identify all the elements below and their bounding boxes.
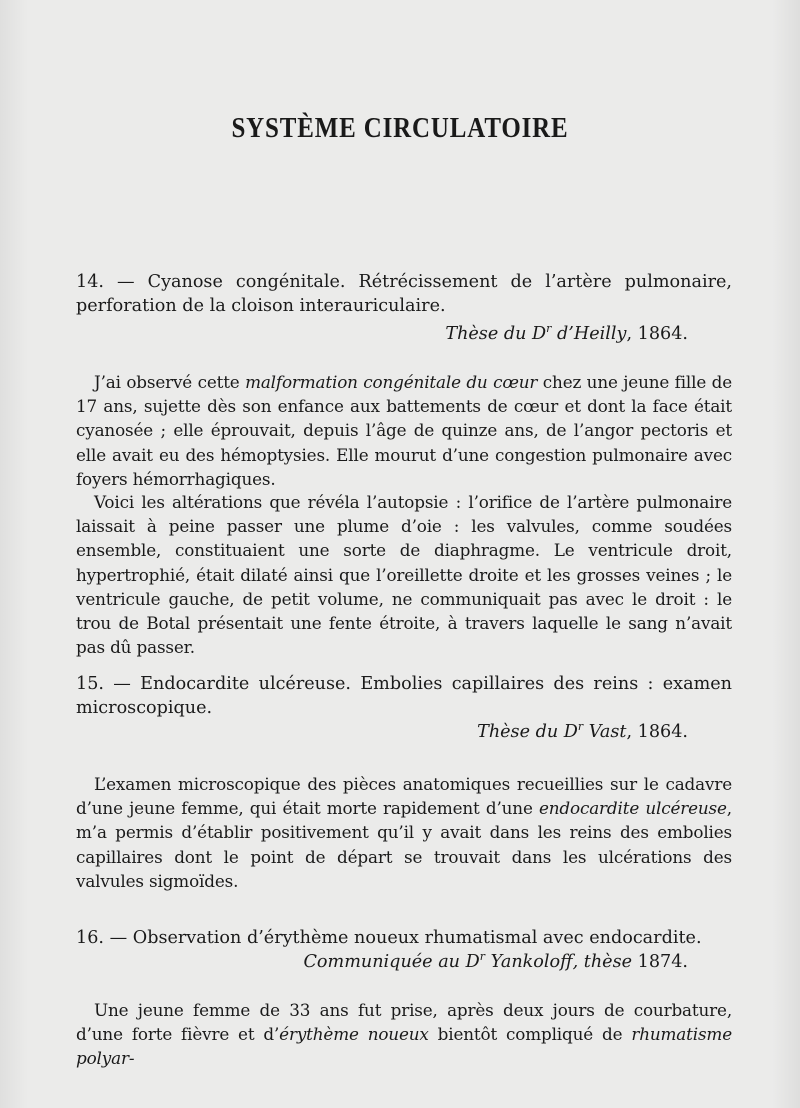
section-number: 16. — [76, 928, 128, 948]
page-title: SYSTÈME CIRCULATOIRE [231, 112, 569, 144]
citation-16: Communiquée au $D^r$ Yankoloff, thèse 1874. [303, 950, 688, 972]
citation-15: Thèse du $D^r$ Vast, 1864. [477, 720, 688, 742]
section-number: 14. — [76, 272, 135, 292]
section-heading-16 [76, 926, 732, 950]
paragraph-14-2: Voici les altérations que révéla l’autopsie : l’orifice de l’artère pulmonaire laissait à peine passer une plume d’oie : les valvules, comme soudées ensemble, constituaient une sorte de diaphragme. Le ventricule droit, hypertrophié, était dilaté ainsi que l’oreillette droite et les grosses veines ; le ventricule gauche, de petit volume, ne communiquait pas avec le droit : le trou de Botal présentait une fente étroite, à travers laquelle le sang n’avait pas dû passer. [76, 492, 732, 658]
section-heading-15 [76, 672, 732, 720]
section-heading-14 [76, 270, 732, 318]
section-title: Endocardite ulcéreuse. Embolies capillaires des reins : examen microscopique. [76, 674, 732, 718]
section-title: Cyanose congénitale. Rétrécissement de l’artère pulmonaire, perforation de la cloison interauriculaire. [76, 272, 732, 316]
section-number: 15. — [76, 674, 131, 694]
paragraph-16-1: Une jeune femme de 33 ans fut prise, après deux jours de courbature, d’une forte fièvre et d’érythème noueux bientôt compliqué de rhumatisme polyar- [76, 1000, 732, 1069]
citation-14: Thèse du $D^r$ d’Heilly, 1864. [445, 322, 688, 344]
paragraph-15-1: L’examen microscopique des pièces anatomiques recueillies sur le cadavre d’une jeune femme, qui était morte rapidement d’une endocardite ulcéreuse, m’a permis d’établir positivement qu’il y avait dans les reins des embolies capillaires dont le point de départ se trouvait dans les ulcérations des valvules sigmoïdes. [76, 774, 732, 891]
paragraph-14-1: J’ai observé cette malformation congénitale du cœur chez une jeune fille de 17 ans, sujette dès son enfance aux battements de cœur et dont la face était cyanosée ; elle éprouvait, depuis l’âge de quinze ans, de l’angor pectoris et elle avait eu des hémoptysies. Elle mourut d’une congestion pulmonaire avec foyers hémorrhagiques. [76, 372, 733, 489]
section-title: Observation d’érythème noueux rhumatismal avec endocardite. [132, 928, 702, 948]
